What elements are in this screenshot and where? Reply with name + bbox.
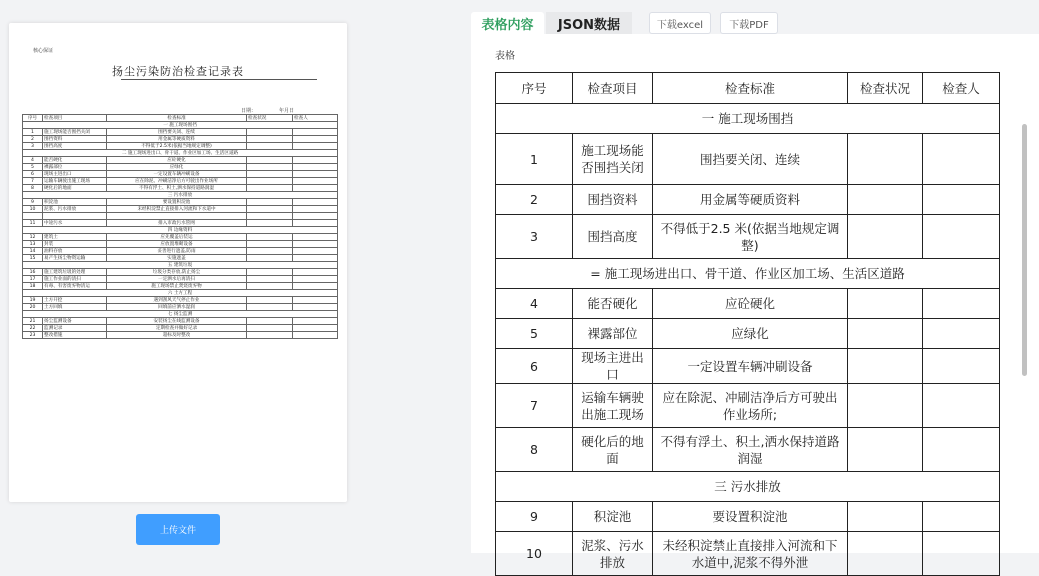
preview-row xyxy=(23,311,338,318)
preview-cell: 23 xyxy=(23,332,43,339)
preview-cell: 回填前应洒水湿润 xyxy=(107,304,247,311)
preview-cell: 4 xyxy=(23,157,43,164)
preview-cell xyxy=(247,136,293,143)
cell-no: 8 xyxy=(496,428,573,472)
preview-cell xyxy=(247,213,293,220)
preview-cell: 1 xyxy=(23,129,43,136)
preview-cell: 9 xyxy=(23,199,43,206)
preview-cell xyxy=(293,213,338,220)
panel-scrollbar[interactable] xyxy=(1022,124,1027,376)
preview-cell: 21 xyxy=(23,318,43,325)
header-no: 序号 xyxy=(496,73,573,104)
section-title: 三 污水排放 xyxy=(496,472,1000,502)
cell-status xyxy=(848,185,923,215)
cell-standard: 未经积淀禁止直接排入河流和下水道中,泥浆不得外泄 xyxy=(653,532,848,576)
cell-status xyxy=(848,319,923,349)
preview-cell: 油料存放 xyxy=(43,248,107,255)
preview-row xyxy=(23,297,338,304)
section-row xyxy=(496,472,1000,502)
preview-cell: 应砼硬化 xyxy=(107,157,247,164)
preview-cell xyxy=(247,255,293,262)
cell-status xyxy=(848,349,923,384)
table-row xyxy=(496,384,1000,428)
preview-section-cell: 二 施工现场进出口、骨干道、作业区加工场、生活区道路 xyxy=(23,150,338,157)
preview-cell: 11 xyxy=(23,220,43,227)
preview-row xyxy=(23,129,338,136)
cell-status xyxy=(848,384,923,428)
preview-cell xyxy=(23,213,43,220)
cell-item: 施工现场能否围挡关闭 xyxy=(573,134,653,185)
cell-no: 3 xyxy=(496,215,573,259)
preview-cell xyxy=(247,297,293,304)
preview-cell xyxy=(293,171,338,178)
preview-row xyxy=(23,227,338,234)
preview-row xyxy=(23,143,338,150)
table-row xyxy=(496,502,1000,532)
preview-cell: 15 xyxy=(23,255,43,262)
cell-status xyxy=(848,134,923,185)
cell-standard: 不得低于2.5 米(依据当地规定调整) xyxy=(653,215,848,259)
preview-cell xyxy=(247,129,293,136)
header-standard: 检查标准 xyxy=(653,73,848,104)
preview-row xyxy=(23,318,338,325)
preview-row xyxy=(23,178,338,185)
cell-item: 积淀池 xyxy=(573,502,653,532)
cell-status xyxy=(848,215,923,259)
preview-cell: 应在除泥、冲刷洁净后方可驶出作业场所 xyxy=(107,178,247,185)
cell-status xyxy=(848,289,923,319)
preview-section-cell: 五 建筑垃圾 xyxy=(23,262,338,269)
section-row xyxy=(496,259,1000,289)
cell-item: 围挡资料 xyxy=(573,185,653,215)
section-row xyxy=(496,104,1000,134)
preview-tag: 核心保证 xyxy=(33,48,54,54)
preview-cell: 遇到刮风天气停止作业 xyxy=(107,297,247,304)
preview-cell xyxy=(293,332,338,339)
preview-cell: 易产生扬尘物资运输 xyxy=(43,255,107,262)
preview-cell: 定期检查并做好记录 xyxy=(107,325,247,332)
preview-cell xyxy=(293,325,338,332)
preview-row xyxy=(23,234,338,241)
cell-item: 围挡高度 xyxy=(573,215,653,259)
cell-no: 10 xyxy=(496,532,573,576)
preview-cell: 19 xyxy=(23,297,43,304)
preview-section-cell: 一 施工现场围挡 xyxy=(23,122,338,129)
preview-cell xyxy=(293,304,338,311)
preview-cell: 泥浆、污水排放 xyxy=(43,206,107,213)
preview-row xyxy=(23,269,338,276)
preview-cell: 22 xyxy=(23,325,43,332)
table-row xyxy=(496,319,1000,349)
preview-cell xyxy=(247,164,293,171)
preview-cell xyxy=(247,185,293,192)
preview-title-underline xyxy=(121,79,317,80)
preview-cell xyxy=(247,325,293,332)
preview-cell: 封装 xyxy=(43,241,107,248)
preview-cell xyxy=(293,178,338,185)
preview-cell: 裸露部位 xyxy=(43,164,107,171)
preview-cell: 8 xyxy=(23,185,43,192)
cell-standard: 一定设置车辆冲刷设备 xyxy=(653,349,848,384)
preview-cell: 17 xyxy=(23,276,43,283)
preview-cell xyxy=(247,248,293,255)
cell-standard: 围挡要关闭、连续 xyxy=(653,134,848,185)
preview-cell xyxy=(293,255,338,262)
preview-cell: 不得有浮土、积土,洒水保持道路润湿 xyxy=(107,185,247,192)
cell-inspector xyxy=(923,502,1000,532)
preview-date: 日期： xyxy=(241,108,257,114)
cell-standard: 用金属等硬质资料 xyxy=(653,185,848,215)
header-inspector: 检查人 xyxy=(923,73,1000,104)
preview-cell: 5 xyxy=(23,164,43,171)
preview-row xyxy=(23,122,338,129)
preview-cell: 中途污水 xyxy=(43,220,107,227)
table-row xyxy=(496,185,1000,215)
preview-row xyxy=(23,290,338,297)
table-row xyxy=(496,134,1000,185)
cell-status xyxy=(848,502,923,532)
preview-cell: 6 xyxy=(23,171,43,178)
cell-inspector xyxy=(923,428,1000,472)
header-item: 检查项目 xyxy=(573,73,653,104)
preview-cell: 土方回填 xyxy=(43,304,107,311)
preview-cell xyxy=(293,129,338,136)
preview-cell xyxy=(247,178,293,185)
preview-cell: 扬尘监测设备 xyxy=(43,318,107,325)
preview-table xyxy=(22,114,338,339)
preview-cell: 妥善进行遮盖,防雨 xyxy=(107,248,247,255)
preview-cell: 一定洒水后再清扫 xyxy=(107,276,247,283)
preview-row xyxy=(23,206,338,213)
preview-row xyxy=(23,199,338,206)
preview-row xyxy=(23,136,338,143)
preview-cell: 要设置积淀池 xyxy=(107,199,247,206)
preview-cell xyxy=(247,332,293,339)
tab-json-data[interactable]: JSON数据 xyxy=(546,12,632,34)
preview-cell xyxy=(247,241,293,248)
preview-cell xyxy=(293,157,338,164)
preview-cell xyxy=(107,213,247,220)
preview-row xyxy=(23,262,338,269)
preview-cell: 土方开挖 xyxy=(43,297,107,304)
preview-section-cell: 三 污水排放 xyxy=(23,192,338,199)
table-content-panel xyxy=(471,34,1039,570)
preview-row xyxy=(23,157,338,164)
upload-file-button[interactable]: 上传文件 xyxy=(136,514,220,545)
preview-cell: 不得低于2.5米(依据当地规定调整) xyxy=(107,143,247,150)
cell-item: 裸露部位 xyxy=(573,319,653,349)
preview-row xyxy=(23,325,338,332)
cell-item: 现场主进出口 xyxy=(573,349,653,384)
preview-cell xyxy=(293,269,338,276)
preview-row xyxy=(23,241,338,248)
cell-item: 硬化后的地面 xyxy=(573,428,653,472)
preview-cell: 应绿化 xyxy=(107,164,247,171)
tab-table-content[interactable]: 表格内容 xyxy=(471,12,544,34)
cell-item: 泥浆、污水排放 xyxy=(573,532,653,576)
preview-cell: 2 xyxy=(23,136,43,143)
panel-label: 表格 xyxy=(495,51,515,62)
preview-cell: 12 xyxy=(23,234,43,241)
preview-cell xyxy=(247,157,293,164)
preview-cell xyxy=(247,206,293,213)
document-preview xyxy=(9,23,347,502)
cell-no: 9 xyxy=(496,502,573,532)
download-excel-button[interactable]: 下载excel xyxy=(649,12,711,34)
preview-cell xyxy=(293,283,338,290)
preview-cell xyxy=(293,318,338,325)
section-title: = 施工现场进出口、骨干道、作业区加工场、生活区道路 xyxy=(496,259,1000,289)
preview-cell xyxy=(293,220,338,227)
preview-row xyxy=(23,213,338,220)
table-row xyxy=(496,215,1000,259)
preview-row xyxy=(23,248,338,255)
preview-section-cell: 四 边缘资料 xyxy=(23,227,338,234)
cell-item: 能否硬化 xyxy=(573,289,653,319)
preview-cell: 超标及时整改 xyxy=(107,332,247,339)
cell-inspector xyxy=(923,134,1000,185)
preview-cell: 13 xyxy=(23,241,43,248)
cell-status xyxy=(848,428,923,472)
cell-standard: 不得有浮土、积土,洒水保持道路润湿 xyxy=(653,428,848,472)
preview-cell: 序号 xyxy=(23,115,43,122)
preview-cell: 建筑土 xyxy=(43,234,107,241)
preview-cell xyxy=(43,213,107,220)
cell-item: 运输车辆驶出施工现场 xyxy=(573,384,653,428)
preview-row xyxy=(23,185,338,192)
preview-row xyxy=(23,164,338,171)
preview-cell: 14 xyxy=(23,248,43,255)
cell-no: 5 xyxy=(496,319,573,349)
preview-cell xyxy=(247,234,293,241)
download-pdf-button[interactable]: 下载PDF xyxy=(720,12,778,34)
preview-cell xyxy=(247,304,293,311)
preview-cell xyxy=(293,276,338,283)
cell-inspector xyxy=(923,532,1000,576)
preview-cell xyxy=(293,143,338,150)
preview-cell: 16 xyxy=(23,269,43,276)
preview-row xyxy=(23,220,338,227)
header-status: 检查状况 xyxy=(848,73,923,104)
preview-cell: 有毒、有害废弃物清运 xyxy=(43,283,107,290)
preview-cell: 整改措施 xyxy=(43,332,107,339)
cell-standard: 要设置积淀池 xyxy=(653,502,848,532)
preview-cell: 3 xyxy=(23,143,43,150)
cell-standard: 应绿化 xyxy=(653,319,848,349)
preview-section-cell: 六 土方工程 xyxy=(23,290,338,297)
preview-row xyxy=(23,171,338,178)
cell-inspector xyxy=(923,319,1000,349)
preview-cell xyxy=(247,143,293,150)
preview-cell: 检查人 xyxy=(293,115,338,122)
preview-row xyxy=(23,332,338,339)
cell-inspector xyxy=(923,384,1000,428)
preview-cell: 运输车辆驶出施工现场 xyxy=(43,178,107,185)
cell-inspector xyxy=(923,289,1000,319)
preview-cell: 10 xyxy=(23,206,43,213)
preview-cell xyxy=(293,199,338,206)
preview-cell: 实施遮盖 xyxy=(107,255,247,262)
preview-cell: 围挡资料 xyxy=(43,136,107,143)
preview-row xyxy=(23,192,338,199)
cell-standard: 应砼硬化 xyxy=(653,289,848,319)
table-row xyxy=(496,428,1000,472)
preview-cell: 安装扬尘在线监测设备 xyxy=(107,318,247,325)
cell-standard: 应在除泥、冲刷洁净后方可驶出作业场所; xyxy=(653,384,848,428)
preview-cell: 能否硬化 xyxy=(43,157,107,164)
cell-inspector xyxy=(923,215,1000,259)
preview-cell xyxy=(293,164,338,171)
preview-row xyxy=(23,276,338,283)
preview-cell: 围挡要关闭、连续 xyxy=(107,129,247,136)
table-row xyxy=(496,532,1000,576)
preview-cell xyxy=(247,283,293,290)
preview-cell xyxy=(247,318,293,325)
preview-row xyxy=(23,283,338,290)
cell-inspector xyxy=(923,349,1000,384)
preview-cell: 用金属等硬质资料 xyxy=(107,136,247,143)
preview-date-note: 年月日 xyxy=(279,108,295,114)
preview-row xyxy=(23,150,338,157)
preview-cell: 20 xyxy=(23,304,43,311)
preview-cell: 应放置堆砌设备 xyxy=(107,241,247,248)
preview-cell xyxy=(247,199,293,206)
preview-cell: 排入市政污水管网 xyxy=(107,220,247,227)
cell-no: 2 xyxy=(496,185,573,215)
preview-cell: 检查标准 xyxy=(107,115,247,122)
cell-inspector xyxy=(923,185,1000,215)
cell-no: 1 xyxy=(496,134,573,185)
preview-cell: 施工建筑垃圾的处理 xyxy=(43,269,107,276)
preview-cell: 现场主进出口 xyxy=(43,171,107,178)
preview-cell xyxy=(247,269,293,276)
preview-cell xyxy=(293,206,338,213)
preview-cell xyxy=(293,185,338,192)
table-row xyxy=(496,349,1000,384)
preview-cell xyxy=(247,171,293,178)
preview-cell: 积淀池 xyxy=(43,199,107,206)
preview-cell: 施工现场能否围挡关闭 xyxy=(43,129,107,136)
preview-cell xyxy=(293,234,338,241)
preview-cell: 硬化后的地面 xyxy=(43,185,107,192)
preview-row xyxy=(23,115,338,122)
cell-no: 6 xyxy=(496,349,573,384)
preview-cell xyxy=(247,220,293,227)
preview-title: 扬尘污染防治检查记录表 xyxy=(112,65,244,78)
preview-row xyxy=(23,255,338,262)
preview-cell: 监测记录 xyxy=(43,325,107,332)
preview-cell xyxy=(293,241,338,248)
cell-no: 7 xyxy=(496,384,573,428)
preview-cell: 一定设置车辆冲刷设备 xyxy=(107,171,247,178)
preview-cell: 应先覆盖后装运 xyxy=(107,234,247,241)
table-row xyxy=(496,289,1000,319)
cell-status xyxy=(848,532,923,576)
preview-cell xyxy=(293,297,338,304)
preview-cell: 检查状况 xyxy=(247,115,293,122)
preview-row xyxy=(23,304,338,311)
preview-cell: 未经积淀禁止直接排入河流和下水道中 xyxy=(107,206,247,213)
preview-cell: 检查项目 xyxy=(43,115,107,122)
table-header-row xyxy=(496,73,1000,104)
preview-cell: 施工现场禁止焚烧废弃物 xyxy=(107,283,247,290)
inspection-table xyxy=(495,72,1000,576)
preview-cell: 7 xyxy=(23,178,43,185)
preview-cell xyxy=(247,276,293,283)
preview-cell: 围挡高度 xyxy=(43,143,107,150)
cell-no: 4 xyxy=(496,289,573,319)
preview-cell xyxy=(293,136,338,143)
preview-cell: 18 xyxy=(23,283,43,290)
section-title: 一 施工现场围挡 xyxy=(496,104,1000,134)
preview-section-cell: 七 扬尘监测 xyxy=(23,311,338,318)
preview-cell: 施工作业面的清扫 xyxy=(43,276,107,283)
preview-cell: 垃圾分类存放,防止扬尘 xyxy=(107,269,247,276)
preview-cell xyxy=(293,248,338,255)
